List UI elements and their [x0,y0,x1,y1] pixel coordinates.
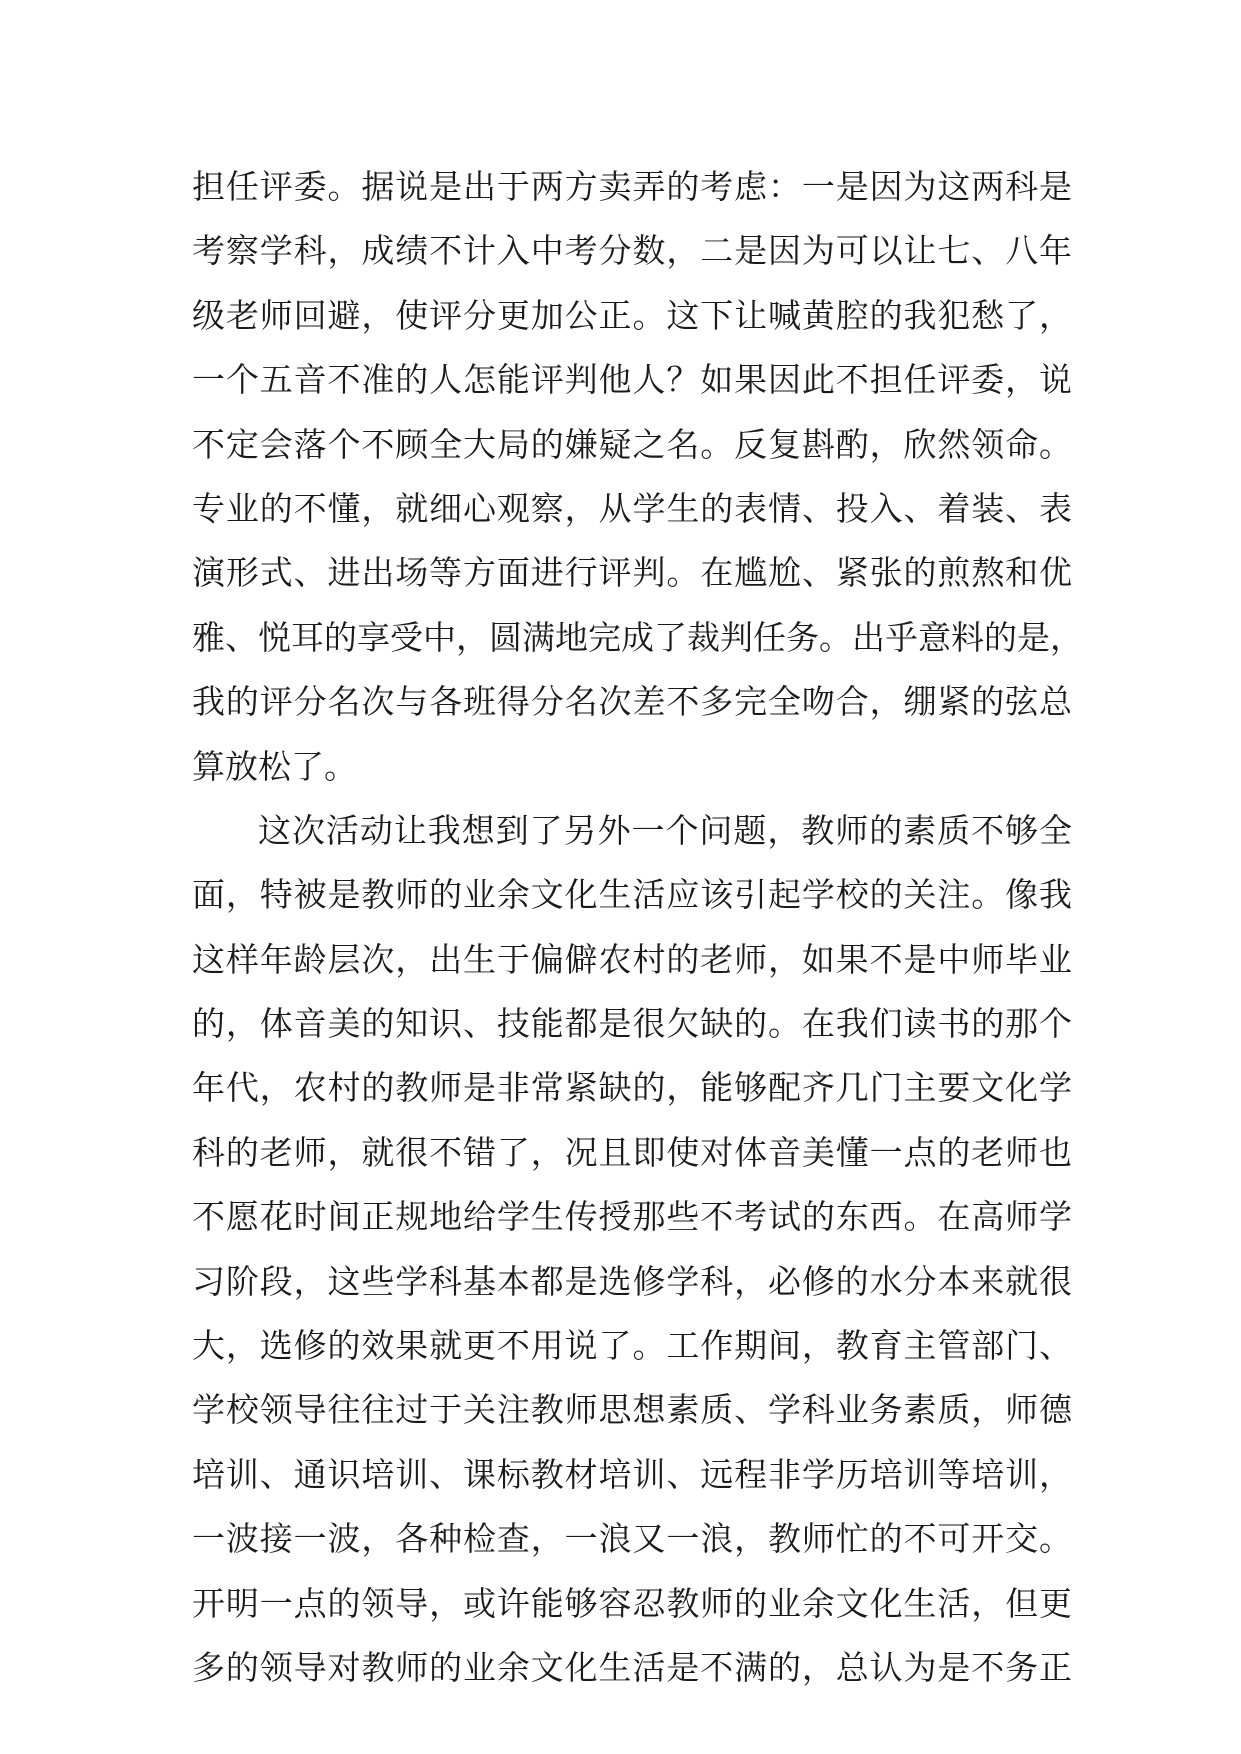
paragraph-line: 培训、通识培训、课标教材培训、远程非学历培训等培训， [192,1454,1072,1494]
paragraph-line: 这样年龄层次，出生于偏僻农村的老师，如果不是中师毕业 [192,939,1072,979]
body-text [192,155,1083,1700]
paragraph-line: 算放松了。 [192,746,357,786]
paragraph-line: 这次活动让我想到了另外一个问题，教师的素质不够全 [258,810,1072,850]
paragraph-line: 多的领导对教师的业余文化生活是不满的，总认为是不务正 [192,1647,1072,1687]
paragraph-line: 年代，农村的教师是非常紧缺的，能够配齐几门主要文化学 [192,1068,1072,1108]
paragraph-line: 一波接一波，各种检查，一浪又一浪，教师忙的不可开交。 [192,1519,1072,1559]
paragraph-line: 开明一点的领导，或许能够容忍教师的业余文化生活，但更 [192,1583,1072,1623]
paragraph-line: 考察学科，成绩不计入中考分数，二是因为可以让七、八年 [192,231,1072,271]
paragraph-line: 演形式、进出场等方面进行评判。在尴尬、紧张的煎熬和优 [192,553,1072,593]
paragraph-line: 大，选修的效果就更不用说了。工作期间，教育主管部门、 [192,1326,1072,1366]
paragraph-line: 学校领导往往过于关注教师思想素质、学科业务素质，师德 [192,1390,1072,1430]
paragraph-line: 一个五音不准的人怎能评判他人？如果因此不担任评委，说 [192,360,1072,400]
paragraph-line: 面，特被是教师的业余文化生活应该引起学校的关注。像我 [192,875,1072,915]
paragraph-line: 担任评委。据说是出于两方卖弄的考虑：一是因为这两科是 [192,167,1072,206]
paragraph-line: 专业的不懂，就细心观察，从学生的表情、投入、着装、表 [192,488,1072,528]
paragraph-line: 不定会落个不顾全大局的嫌疑之名。反复斟酌，欣然领命。 [192,424,1072,464]
paragraph-line: 科的老师，就很不错了，况且即使对体音美懂一点的老师也 [192,1132,1072,1172]
paragraph-2 [192,799,1072,1700]
paragraph-1 [192,155,1083,799]
paragraph-line: 我的评分名次与各班得分名次差不多完全吻合，绷紧的弦总 [192,682,1072,722]
paragraph-line: 不愿花时间正规地给学生传授那些不考试的东西。在高师学 [192,1197,1072,1237]
paragraph-line: 的，体音美的知识、技能都是很欠缺的。在我们读书的那个 [192,1004,1072,1044]
paragraph-line: 雅、悦耳的享受中，圆满地完成了裁判任务。出乎意料的是， [192,617,1083,657]
paragraph-line: 级老师回避，使评分更加公正。这下让喊黄腔的我犯愁了， [192,295,1072,335]
paragraph-line: 习阶段，这些学科基本都是选修学科，必修的水分本来就很 [192,1261,1072,1301]
